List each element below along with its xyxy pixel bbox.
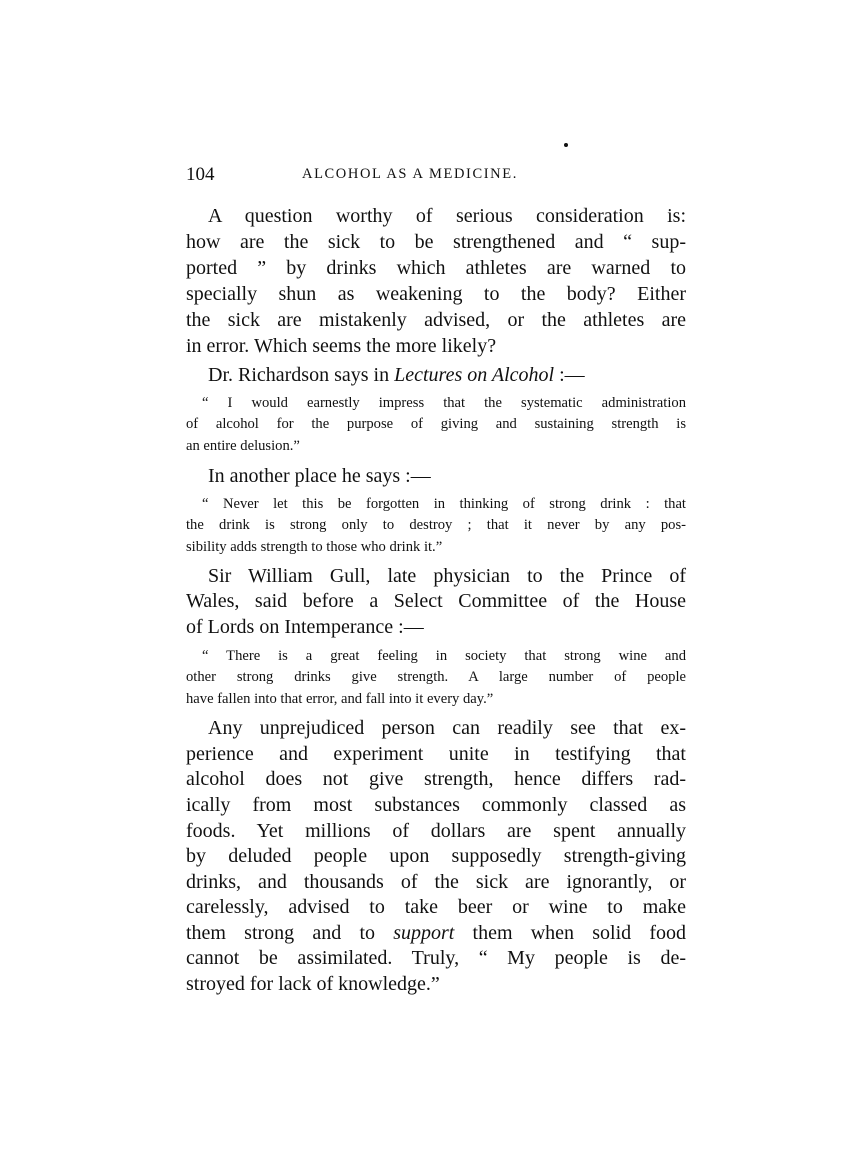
text-line: Any unprejudiced person can readily see that ex- xyxy=(208,717,686,739)
quote-line: of alcohol for the purpose of giving and sustaining strength is xyxy=(186,416,686,432)
text-line: alcohol does not give strength, hence differs rad- xyxy=(186,768,686,790)
text-line: ically from most substances commonly classed as xyxy=(186,794,686,816)
text-line: In another place he says :— xyxy=(208,465,431,487)
text-line: by deluded people upon supposedly strength-giving xyxy=(186,845,686,867)
text-line: Sir William Gull, late physician to the Prince of xyxy=(208,565,686,587)
running-header xyxy=(186,164,686,186)
text-line: A question worthy of serious consideration is: xyxy=(208,205,686,227)
quote-line: other strong drinks give strength. A large number of people xyxy=(186,669,686,685)
text-line: the sick are mistakenly advised, or the athletes are xyxy=(186,309,686,331)
text-line: specially shun as weakening to the body? Either xyxy=(186,283,686,305)
quote-line: have fallen into that error, and fall into it every day.” xyxy=(186,691,494,707)
text-line xyxy=(208,363,686,387)
quote-line: “ I would earnestly impress that the systematic administration xyxy=(202,395,686,411)
text-line: how are the sick to be strengthened and “ sup- xyxy=(186,231,686,253)
italic-text: support xyxy=(393,922,455,944)
italic-text: Lectures on Alcohol xyxy=(394,364,555,386)
text-segment: :— xyxy=(554,364,585,386)
text-segment: Dr. Richardson says in xyxy=(208,364,395,386)
running-title: ALCOHOL AS A MEDICINE. xyxy=(302,166,518,182)
text-line: of Lords on Intemperance :— xyxy=(186,616,424,638)
text-line: carelessly, advised to take beer or wine to make xyxy=(186,896,686,918)
quote-line: “ There is a great feeling in society that strong wine and xyxy=(202,648,686,664)
page-number: 104 xyxy=(186,164,215,185)
text-segment: them when solid food xyxy=(454,922,686,944)
text-line xyxy=(186,921,686,945)
quote-line: sibility adds strength to those who drink it.” xyxy=(186,539,443,555)
text-line: in error. Which seems the more likely? xyxy=(186,335,497,357)
text-line: ported ” by drinks which athletes are warned to xyxy=(186,257,686,279)
text-line: stroyed for lack of knowledge.” xyxy=(186,973,440,995)
text-line: drinks, and thousands of the sick are ignorantly, or xyxy=(186,871,686,893)
quote-line: an entire delusion.” xyxy=(186,438,300,454)
text-line: Wales, said before a Select Committee of the House xyxy=(186,590,686,612)
text-line: foods. Yet millions of dollars are spent annually xyxy=(186,820,686,842)
quote-line: “ Never let this be forgotten in thinking of strong drink : that xyxy=(202,496,686,512)
text-line: cannot be assimilated. Truly, “ My people is de- xyxy=(186,947,686,969)
scan-speck xyxy=(564,143,568,147)
text-segment: them strong and to xyxy=(186,922,394,944)
text-line: perience and experiment unite in testifying that xyxy=(186,743,686,765)
quote-line: the drink is strong only to destroy ; that it never by any pos- xyxy=(186,517,686,533)
